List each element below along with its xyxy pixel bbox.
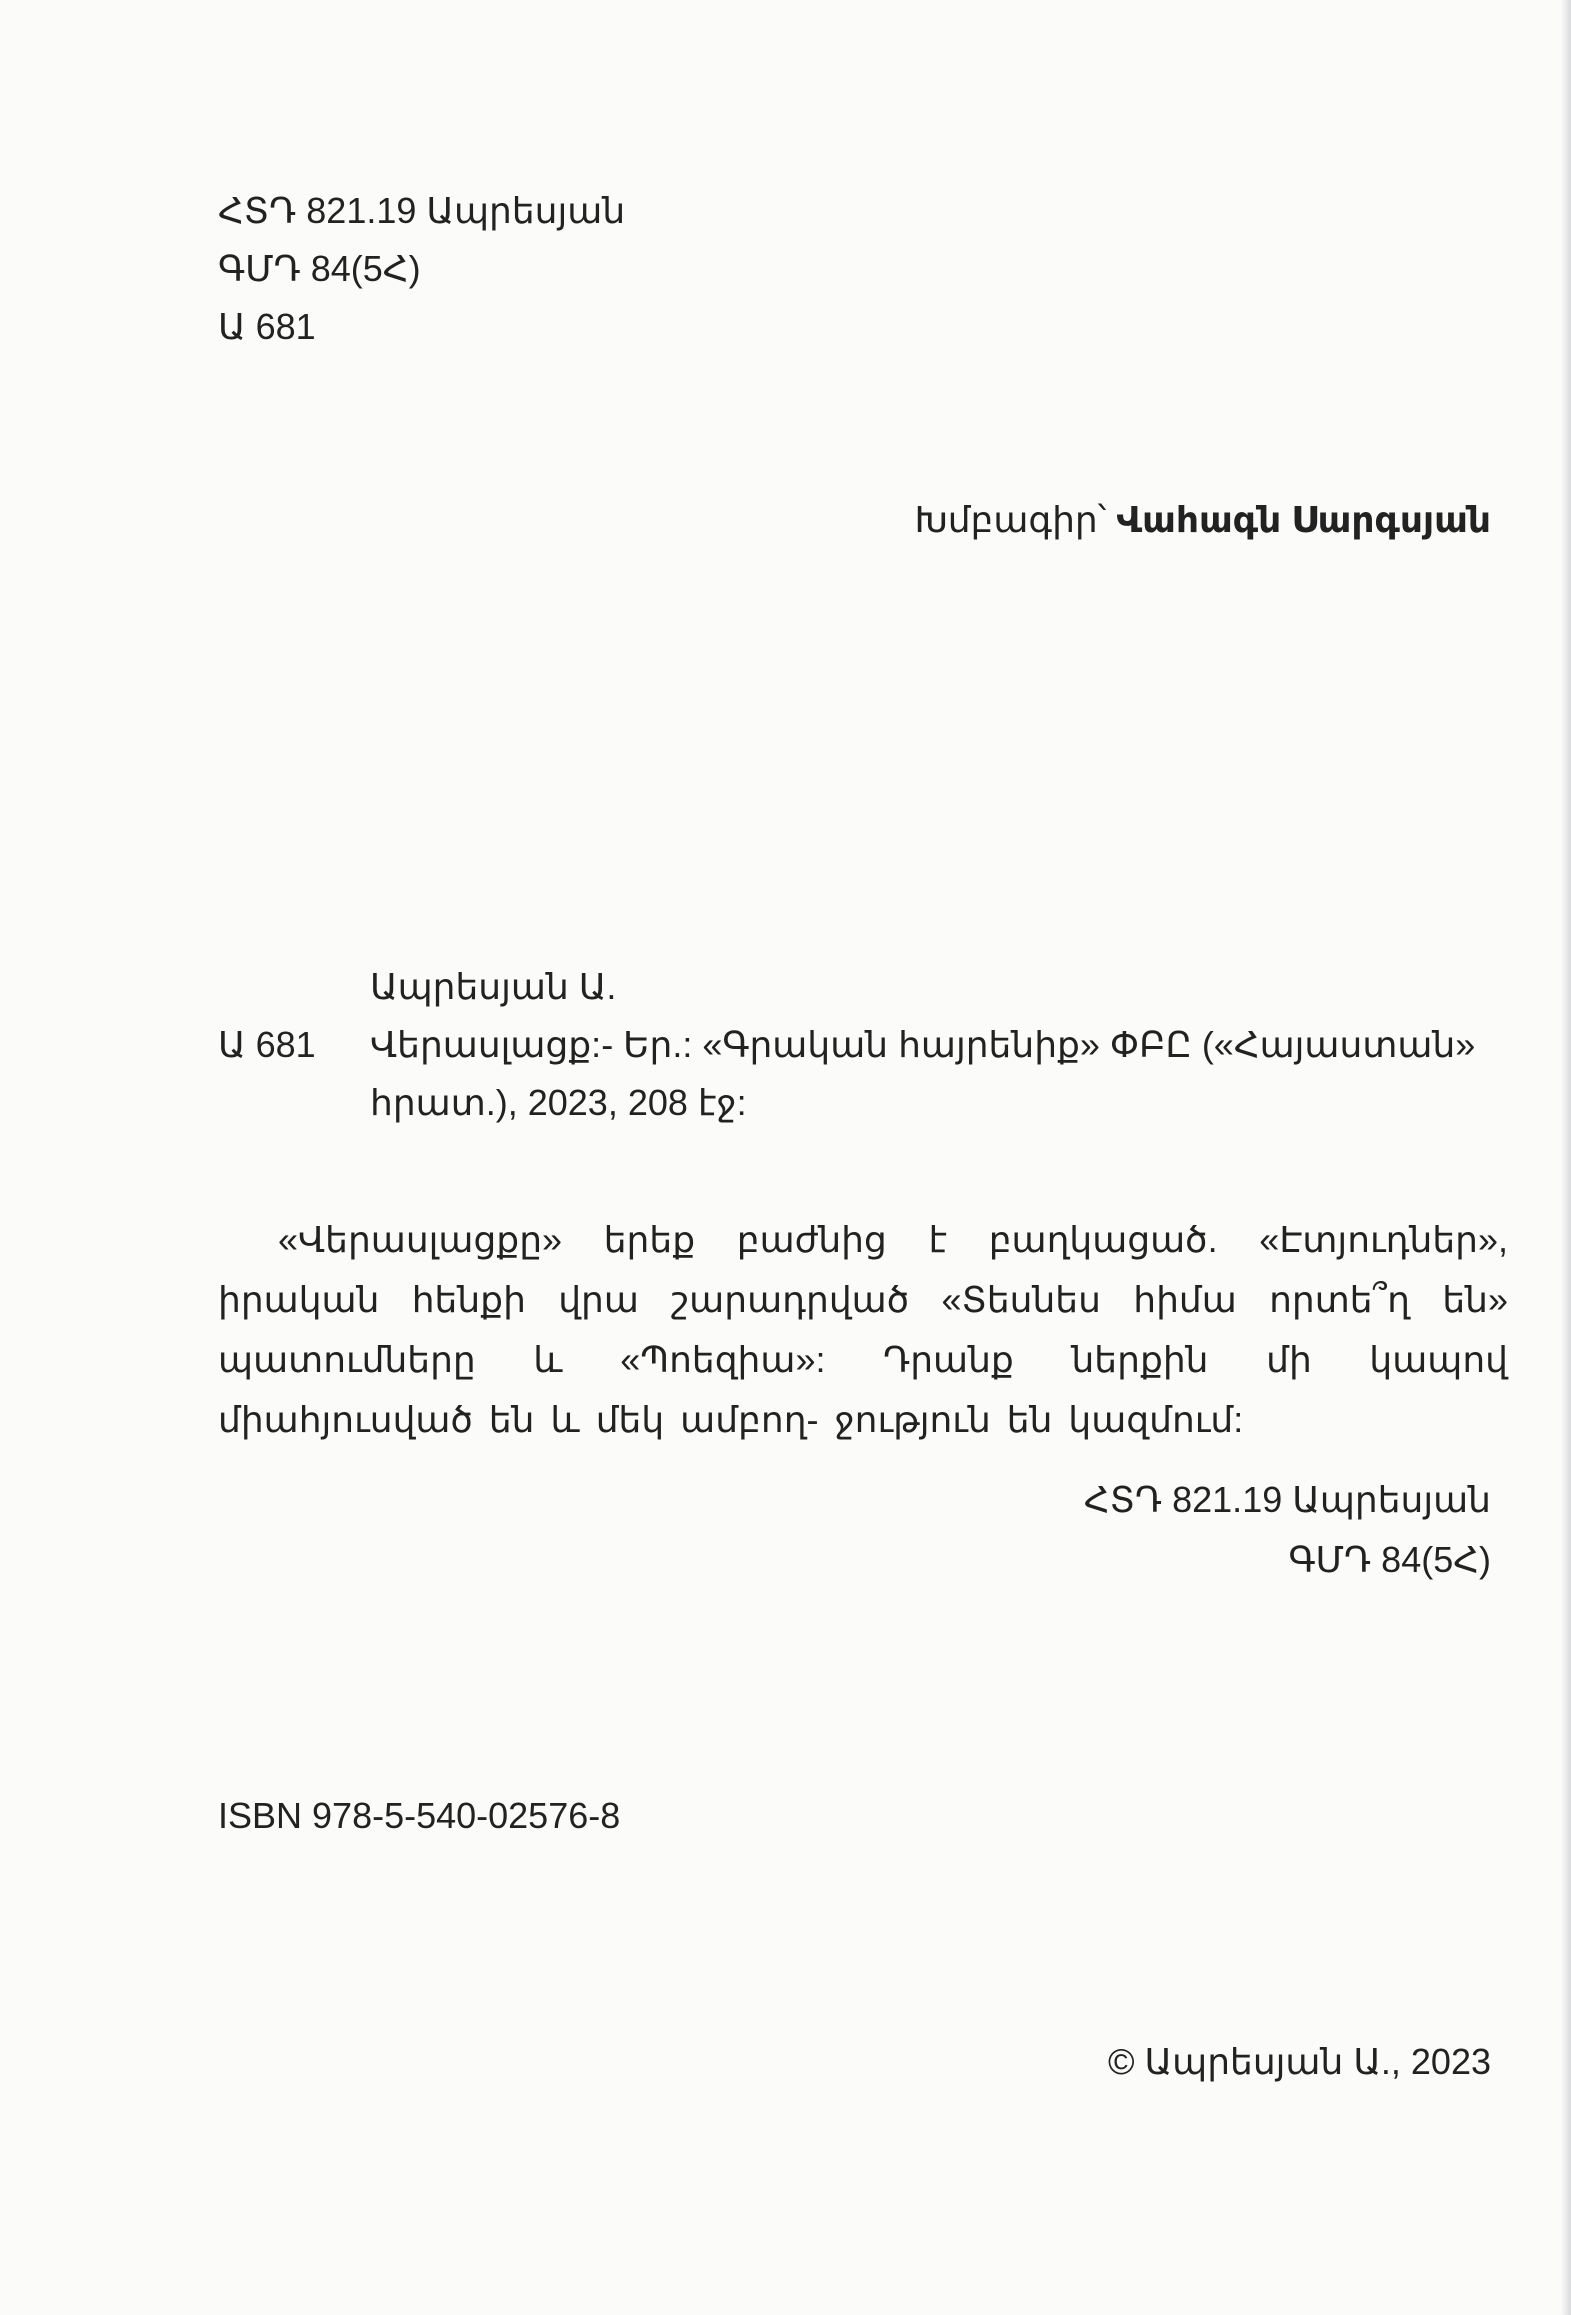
annotation-paragraph: «Վերասլացքը» երեք բաժնից է բաղկացած. «Էտյուդներ», իրական հենքի վրա շարադրված «Տեսնես հիմա որտե՞ղ են» պատումները և «Պոեզիա»: Դրանք ներքին մի կապով միահյուսված են և մեկ ամբող- ջություն են կազմում: bbox=[218, 1219, 1508, 1440]
author-heading: Ապրեսյան Ա. bbox=[370, 966, 617, 1007]
editor-name: Վահագն Սարգսյան bbox=[1116, 499, 1491, 540]
bib-imprint-line: հրատ.), 2023, 208 էջ: bbox=[370, 1082, 747, 1123]
copyright-notice: © Ապրեսյան Ա., 2023 bbox=[1108, 2041, 1491, 2082]
classification-codes-bottom bbox=[1084, 1470, 1491, 1590]
udc-code-bottom: ՀՏԴ 821.19 Ապրեսյան bbox=[1083, 1479, 1491, 1520]
author-mark: Ա 681 bbox=[218, 306, 316, 347]
editor-label: Խմբագիր՝ bbox=[914, 499, 1107, 540]
bibliographic-record bbox=[218, 958, 1508, 1132]
classification-codes-top bbox=[218, 182, 625, 356]
bib-main-row bbox=[218, 1016, 1508, 1074]
editor-credit bbox=[915, 498, 1491, 541]
lbc-code: ԳՄԴ 84(5Հ) bbox=[218, 248, 421, 289]
bib-title-line: Վերասլացք:- Եր.: «Գրական հայրենիք» ՓԲԸ («Հայաստան» bbox=[370, 1024, 1476, 1065]
isbn: ISBN 978-5-540-02576-8 bbox=[218, 1795, 621, 1836]
bib-index: Ա 681 bbox=[218, 1024, 316, 1065]
lbc-code-bottom: ԳՄԴ 84(5Հ) bbox=[1288, 1539, 1491, 1580]
udc-code: ՀՏԴ 821.19 Ապրեսյան bbox=[218, 190, 626, 231]
